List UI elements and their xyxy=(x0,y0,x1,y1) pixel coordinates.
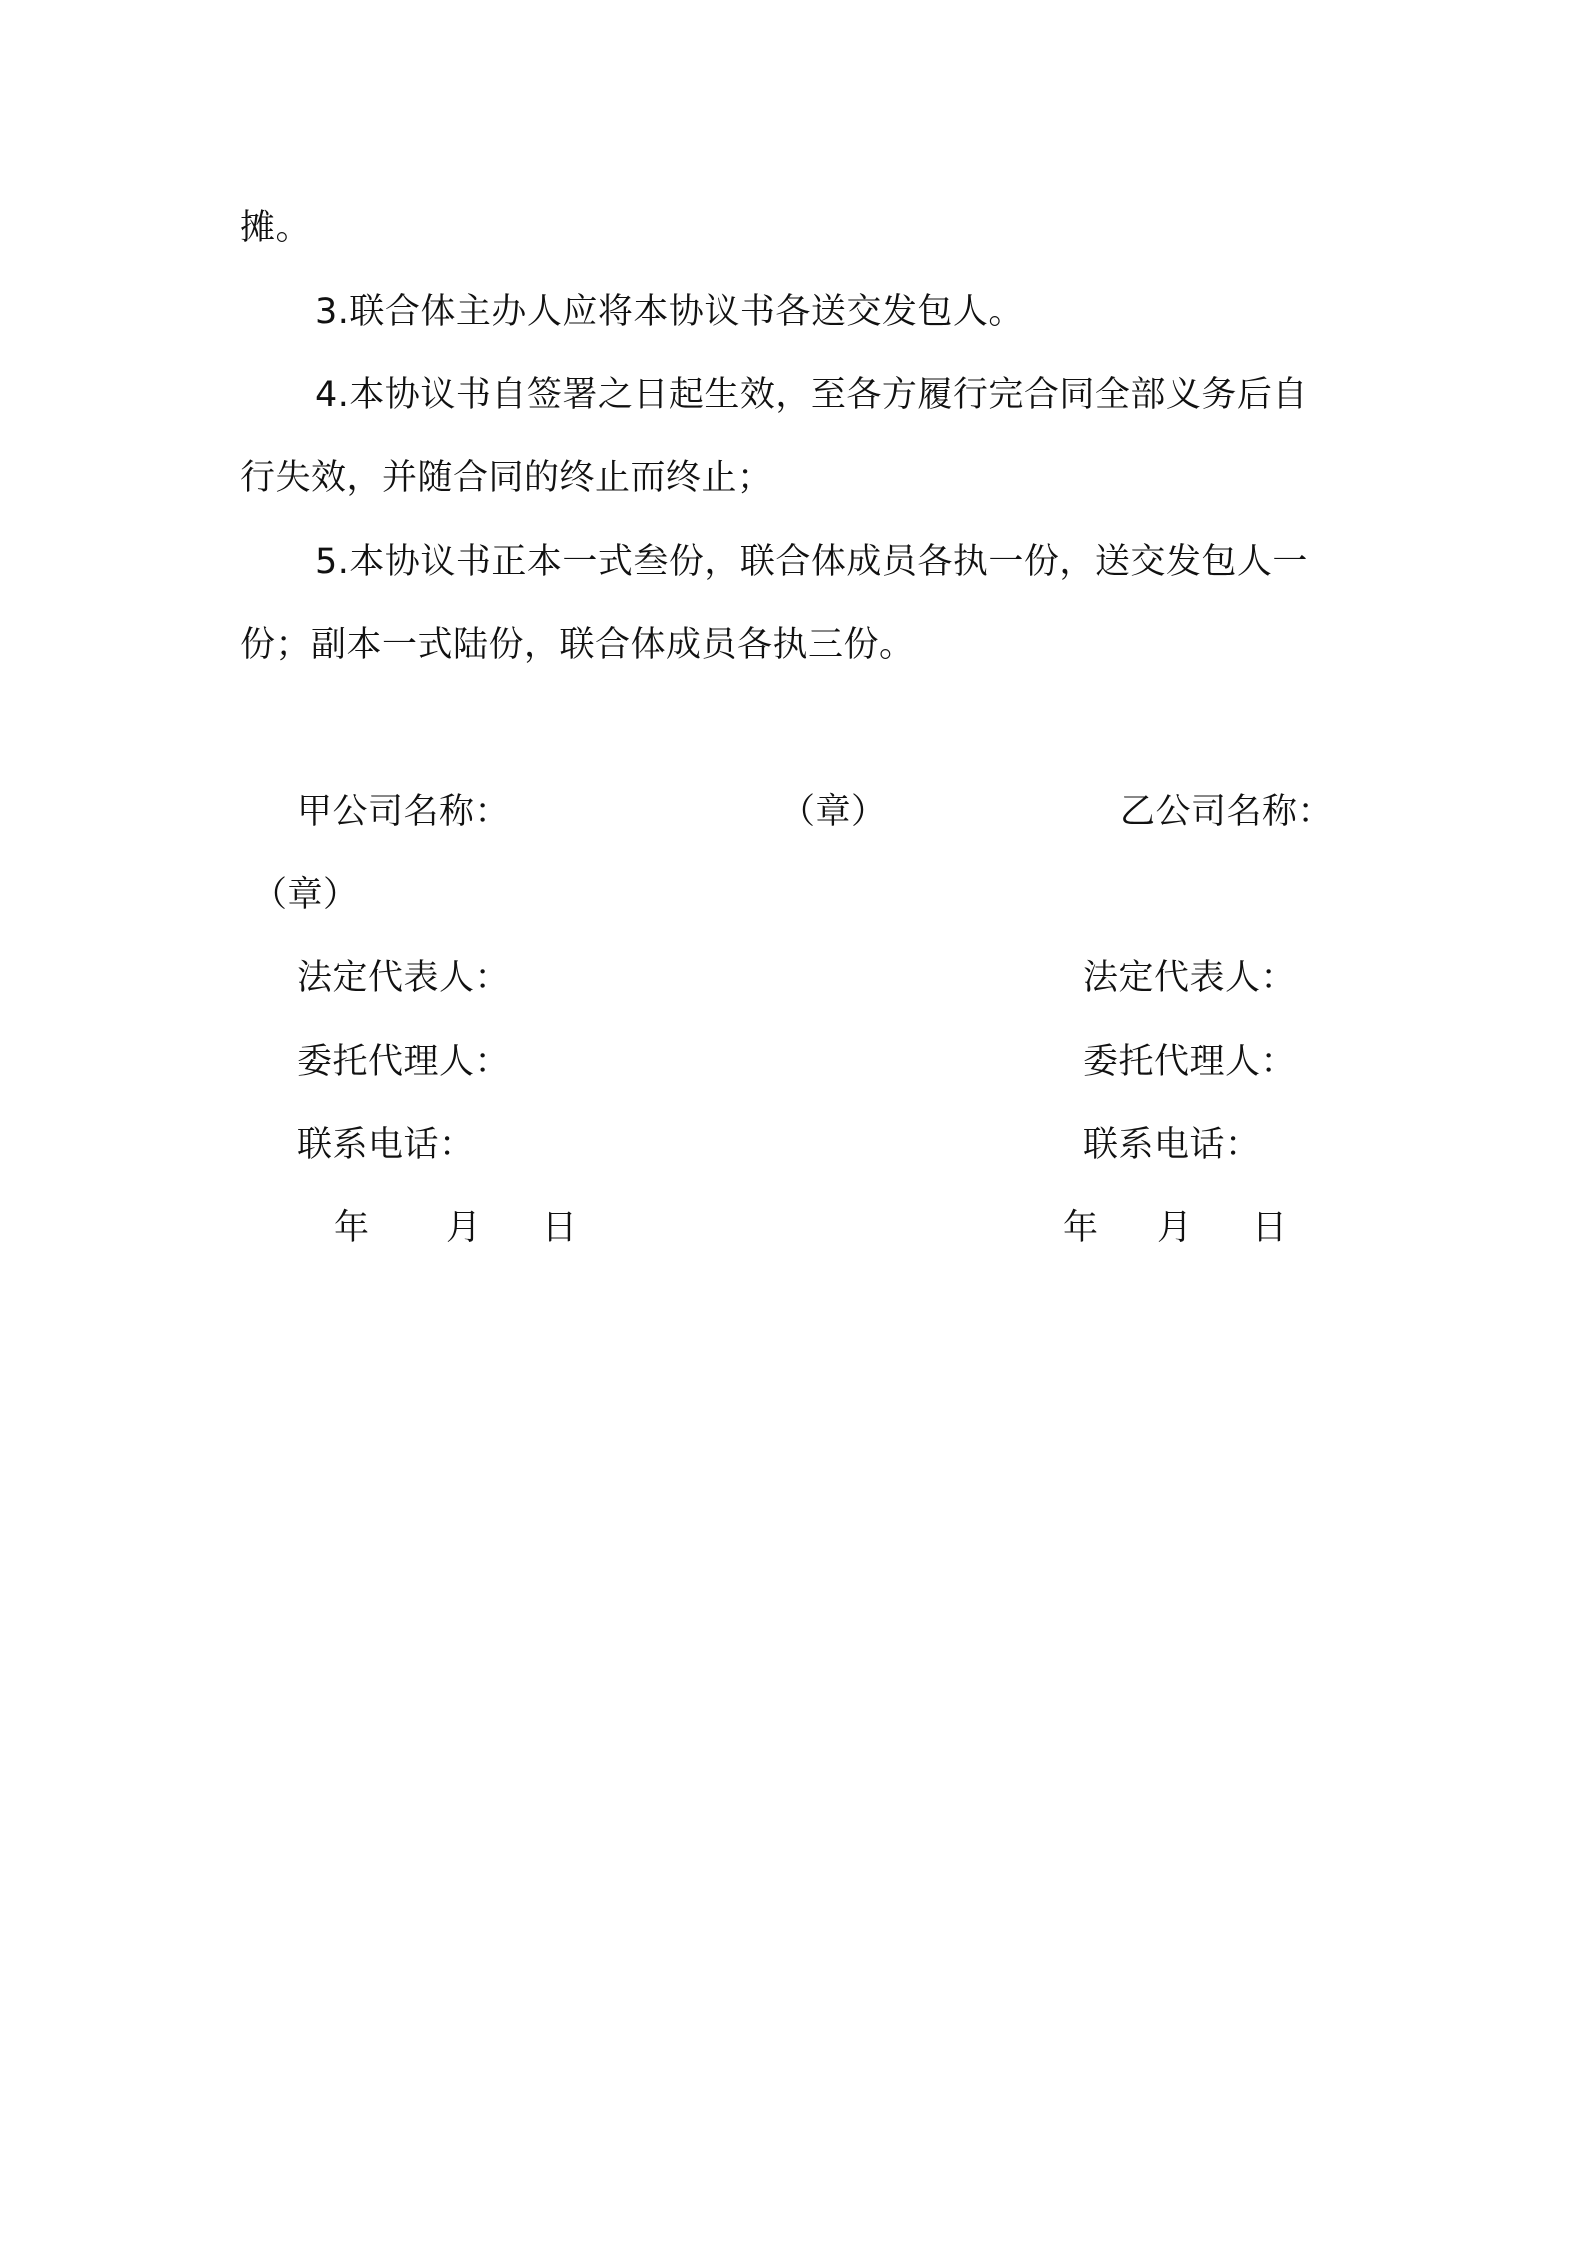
party-a-month: 月 xyxy=(446,1208,482,1248)
party-b-company-label: 乙公司名称： xyxy=(1120,792,1334,832)
paragraph-4-line-1: 4.本协议书自签署之日起生效，至各方履行完合同全部义务后自 xyxy=(315,375,1308,415)
party-b-month: 月 xyxy=(1157,1208,1193,1248)
party-a-year: 年 xyxy=(334,1208,370,1248)
party-b-phone-label: 联系电话： xyxy=(1083,1125,1261,1165)
party-a-agent-label: 委托代理人： xyxy=(297,1042,511,1082)
party-a-day: 日 xyxy=(542,1208,578,1248)
party-b-seal: （章） xyxy=(252,875,359,915)
paragraph-4-line-2: 行失效，并随合同的终止而终止； xyxy=(240,458,773,498)
party-b-year: 年 xyxy=(1063,1208,1099,1248)
party-a-legal-rep-label: 法定代表人： xyxy=(297,958,511,998)
party-a-seal: （章） xyxy=(780,792,887,832)
paragraph-2-tail: 摊。 xyxy=(240,208,312,248)
party-b-day: 日 xyxy=(1252,1208,1288,1248)
party-a-company-label: 甲公司名称： xyxy=(297,792,511,832)
paragraph-3: 3.联合体主办人应将本协议书各送交发包人。 xyxy=(315,292,1024,332)
party-b-agent-label: 委托代理人： xyxy=(1083,1042,1297,1082)
paragraph-5-line-2: 份；副本一式陆份，联合体成员各执三份。 xyxy=(240,625,915,665)
party-a-phone-label: 联系电话： xyxy=(297,1125,475,1165)
paragraph-5-line-1: 5.本协议书正本一式叁份，联合体成员各执一份，送交发包人一 xyxy=(315,542,1308,582)
party-b-legal-rep-label: 法定代表人： xyxy=(1083,958,1297,998)
